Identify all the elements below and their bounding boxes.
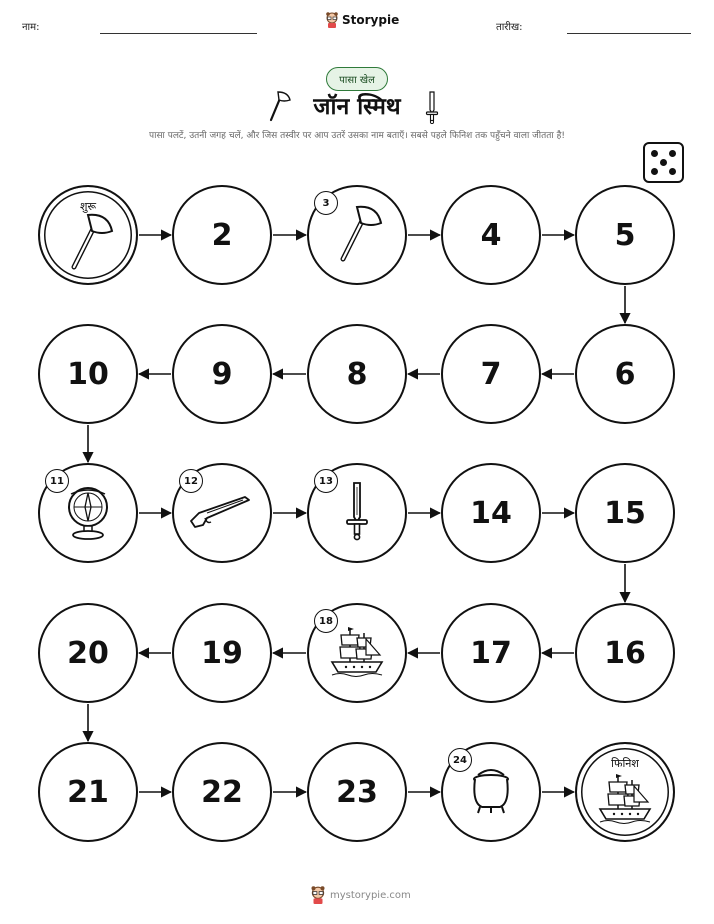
ship-icon: [598, 772, 652, 828]
start-space: [38, 185, 138, 285]
game-type-tag: पासा खेल: [326, 67, 388, 91]
space-number: 20: [67, 635, 109, 671]
space-number-badge: 13: [314, 469, 338, 493]
footer-site[interactable]: mystorypie.com: [330, 889, 411, 901]
board-space: [575, 185, 675, 285]
board-space: [307, 463, 407, 563]
board-space: [307, 603, 407, 703]
space-label: फिनिश: [611, 757, 639, 770]
storypie-mascot-icon: [310, 886, 326, 904]
board-space: [575, 603, 675, 703]
space-number-badge: 12: [179, 469, 203, 493]
board-space: [307, 185, 407, 285]
space-number: 10: [67, 356, 109, 392]
board-space: [38, 742, 138, 842]
space-number: 17: [470, 635, 512, 671]
space-number: 21: [67, 774, 109, 810]
space-number-badge: 11: [45, 469, 69, 493]
space-number: 8: [346, 356, 368, 392]
globe-icon: [57, 480, 119, 546]
board-space: [38, 324, 138, 424]
board-space: [38, 603, 138, 703]
name-label: नाम:: [22, 22, 40, 33]
space-number: 15: [604, 495, 646, 531]
space-number: 2: [211, 217, 233, 253]
space-number: 19: [201, 635, 243, 671]
ship-icon: [330, 625, 384, 681]
board-space: [172, 742, 272, 842]
space-number: 7: [480, 356, 502, 392]
space-number-badge: 3: [314, 191, 338, 215]
space-number: 16: [604, 635, 646, 671]
space-number: 14: [470, 495, 512, 531]
space-number: 22: [201, 774, 243, 810]
finish-space: [575, 742, 675, 842]
space-number: 9: [211, 356, 233, 392]
board-space: [38, 463, 138, 563]
space-number: 23: [336, 774, 378, 810]
space-label: शुरू: [79, 200, 97, 213]
pot-icon: [466, 765, 516, 819]
space-number: 5: [614, 217, 636, 253]
page-title: जॉन स्मिथ: [313, 94, 401, 120]
axe-icon: [329, 203, 385, 267]
sword-icon: [345, 481, 369, 545]
board-space: [172, 463, 272, 563]
board-space: [441, 185, 541, 285]
space-number: 6: [614, 356, 636, 392]
space-number: 4: [480, 217, 502, 253]
board-space: [441, 742, 541, 842]
space-number-badge: 24: [448, 748, 472, 772]
board-space: [441, 603, 541, 703]
board-space: [172, 324, 272, 424]
brand-name: Storypie: [342, 13, 400, 27]
footer: [310, 886, 411, 904]
board-space: [172, 603, 272, 703]
axe-icon: [60, 211, 116, 275]
space-number-badge: 18: [314, 609, 338, 633]
board-space: [575, 324, 675, 424]
board-space: [307, 742, 407, 842]
board-space: [575, 463, 675, 563]
board-space: [307, 324, 407, 424]
board-space: [441, 463, 541, 563]
instructions: पासा पलटें, उतनी जगह चलें, और जिस तस्वीर पर आप उतरें उसका नाम बताएँ। सबसे पहले फिनिश तक पहुँचने वाला जीतता है!: [149, 131, 565, 141]
board-space: [172, 185, 272, 285]
date-label: तारीख:: [496, 22, 523, 33]
musket-icon: [187, 491, 257, 535]
board-space: [441, 324, 541, 424]
